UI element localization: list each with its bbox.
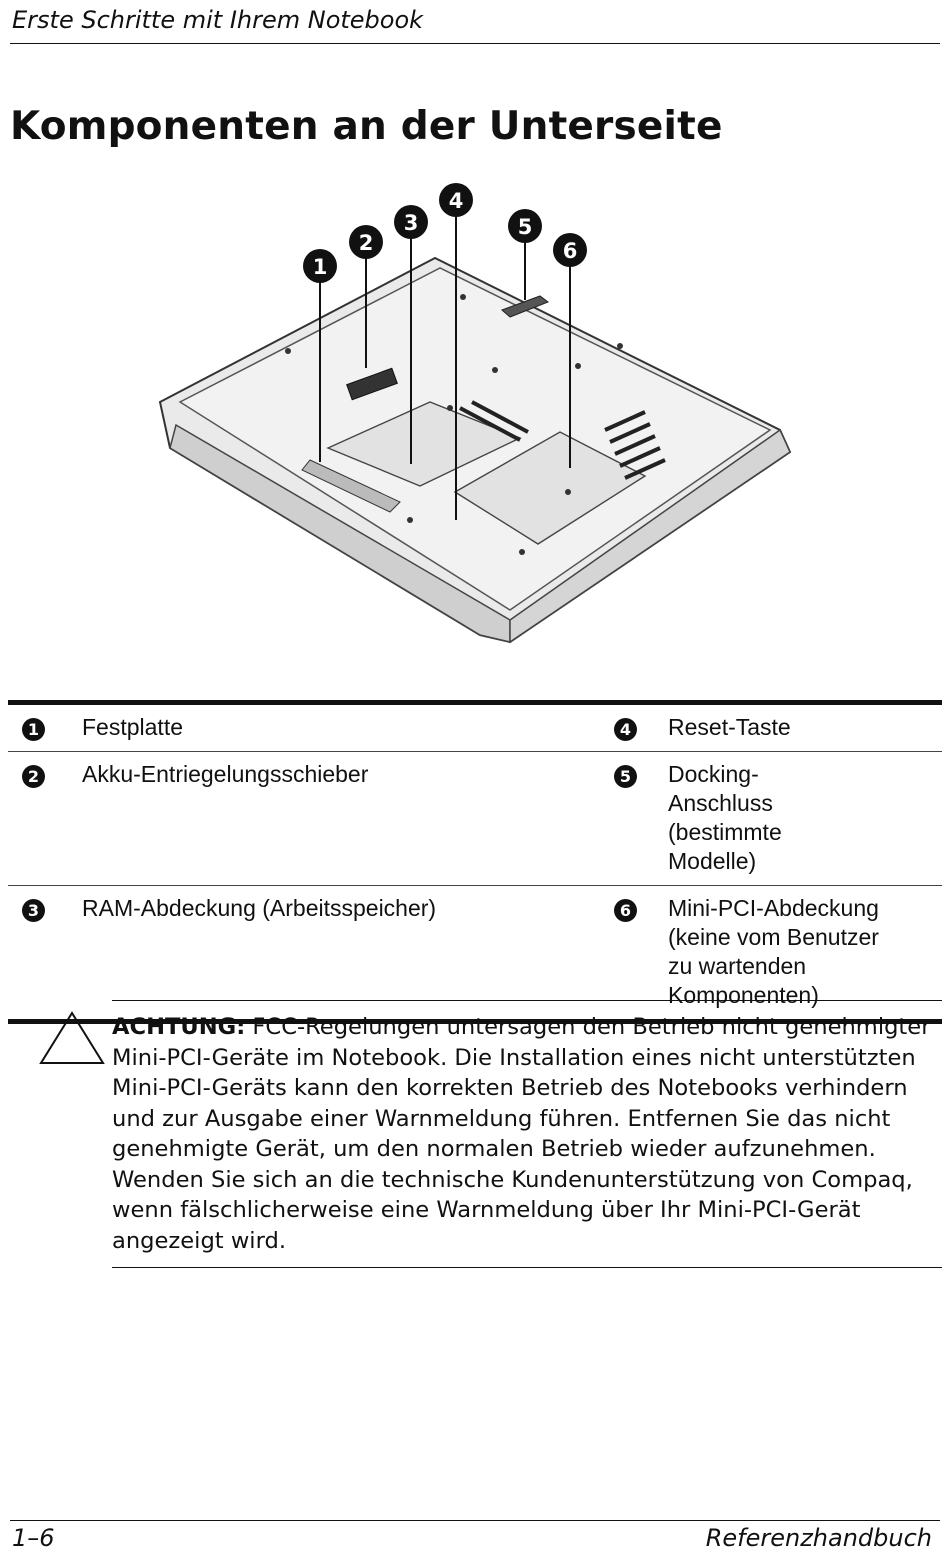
table-row (8, 752, 942, 886)
table-row (8, 703, 942, 752)
item-number: 5 (614, 765, 637, 788)
caution-label: ACHTUNG: (112, 1014, 246, 1040)
item-number: 4 (614, 718, 637, 741)
item-number: 2 (22, 765, 45, 788)
components-table (8, 700, 942, 1024)
callout-5: 5 (517, 215, 533, 239)
page-title: Komponenten an der Unterseite (10, 104, 723, 149)
item-number: 6 (614, 899, 637, 922)
caution-body: FCC-Regelungen untersagen den Betrieb nicht genehmigter Mini-PCI-Geräte im Notebook. Die Installation eines nicht unterstützten Mini-PCI-Geräts kann den korrekten Betrieb des Notebooks verhindern und zur Ausgabe einer Warnmeldung führen. Entfernen Sie das nicht genehmigte Gerät, um den normalen Betrieb wieder aufzunehmen. Wenden Sie sich an die technische Kundenunterstützung von Compaq, wenn fälschlicherweise eine Warnmeldung über Ihr Mini-PCI-Gerät angezeigt wird. (112, 1014, 931, 1254)
callout-6: 6 (562, 239, 578, 263)
caution-bottom-rule (112, 1267, 942, 1268)
book-title: Referenzhandbuch (705, 1524, 932, 1552)
warning-triangle-icon (38, 1010, 106, 1066)
item-label: Docking-Anschluss (bestimmte Modelle) (668, 761, 782, 874)
item-label: Mini-PCI-Abdeckung (keine vom Benutzer zu wartenden Komponenten) (668, 895, 879, 1008)
callout-3: 3 (403, 211, 419, 235)
callout-2: 2 (358, 231, 374, 255)
page-number: 1–6 (12, 1524, 55, 1552)
item-number: 1 (22, 718, 45, 741)
caution-notice (112, 1012, 934, 1256)
item-label: Akku-Entriegelungsschieber (82, 761, 369, 787)
header-rule (10, 43, 940, 44)
table-row (8, 886, 942, 1022)
callout-1: 1 (312, 255, 328, 279)
notebook-underside-figure (150, 180, 800, 645)
caution-top-rule (112, 1000, 942, 1001)
item-label: RAM-Abdeckung (Arbeitsspeicher) (82, 895, 437, 921)
item-number: 3 (22, 899, 45, 922)
footer-rule (10, 1520, 940, 1521)
callout-4: 4 (448, 189, 464, 213)
item-label: Reset-Taste (668, 714, 791, 740)
item-label: Festplatte (82, 714, 183, 740)
running-header: Erste Schritte mit Ihrem Notebook (12, 6, 424, 34)
